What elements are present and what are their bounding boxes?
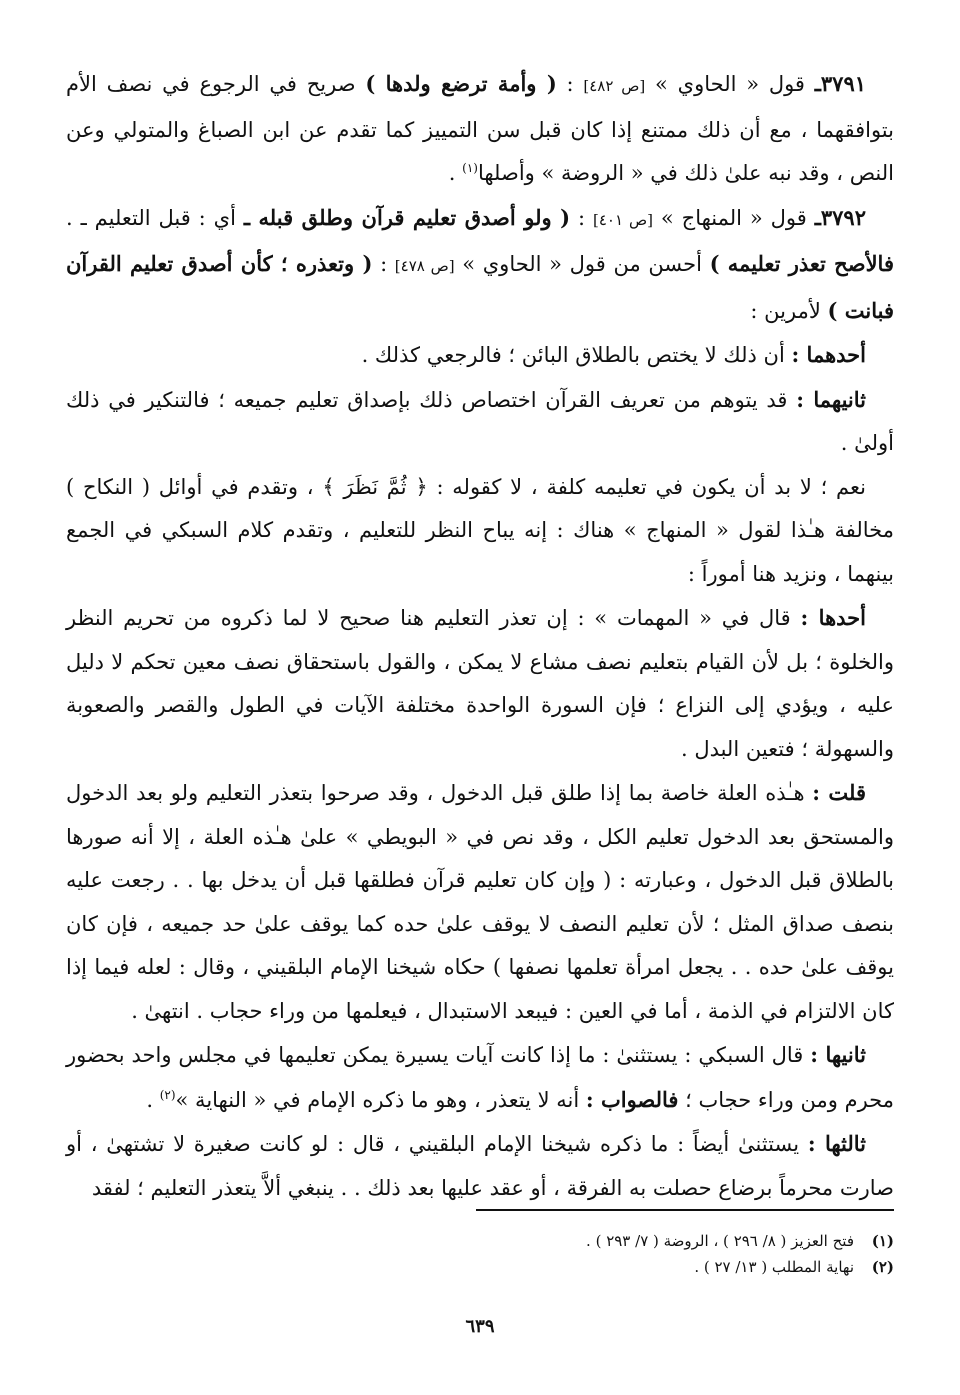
page-body bbox=[66, 62, 894, 1210]
paragraph-lead: فالصواب : bbox=[585, 1086, 679, 1112]
paragraph-lead: أحدهما : bbox=[791, 342, 866, 367]
paragraph-second-matter: ثانيها : قال السبكي : يستثنىٰ : ما إذا كانت آيات يسيرة يمكن تعليمها في مجلس واحد بحضور محرم ومن وراء حجاب ؛ فالصواب : أنه لا يتعذر ، وهو ما ذكره الإمام في « النهاية »$^{(٢)}$ . bbox=[66, 1042, 894, 1112]
quoted-text: ( وأمة ترضع ولدها ) bbox=[365, 71, 557, 96]
paragraph-lead: أحدها : bbox=[800, 605, 866, 630]
footnote-marker: (١) bbox=[462, 161, 478, 175]
paragraph-lead: ثانيها : bbox=[810, 1042, 866, 1067]
paragraph-second-reason: ثانيهما : قد يتوهم من تعريف القرآن اختصاص ذلك بإصداق تعليم جميعه ؛ فالتنكير في ذلك أولىٰ . bbox=[66, 386, 894, 455]
paragraph-lead: قلت : bbox=[812, 780, 867, 805]
footnote-number: (٢) bbox=[871, 1258, 894, 1276]
paragraph-third-matter: ثالثها : يستثنىٰ أيضاً : ما ذكره شيخنا الإمام البلقيني ، قال : لو كانت صغيرة لا تشتهىٰ ، أو صارت محرماً برضاع حصلت به الفرقة ، أو عقد عليها بعد ذلك . . ينبغي ألاَّ يتعذر التعليم ؛ لفقد bbox=[66, 1131, 894, 1200]
footnotes bbox=[66, 1228, 894, 1280]
footnote-item bbox=[66, 1228, 894, 1254]
paragraph-first-reason: أحدهما : أن ذلك لا يختص بالطلاق البائن ؛ فالرجعي كذلك . bbox=[361, 342, 866, 367]
paragraph-3792: ٣٧٩٢ـ قول « المنهاج » [ص ٤٠١] : ( ولو أصدق تعليم قرآن وطلق قبله ـ أي : قبل التعليم ـ . فالأصح تعذر تعليمه ) أحسن من قول « الحاوي » [ص ٤٧٨] : ( وتعذره ؛ كأن أصدق تعليم القرآن فبانت ) لأمرين : bbox=[66, 204, 894, 323]
entry-number: ٣٧٩٢ـ bbox=[814, 204, 866, 230]
page-reference: [ص ٤٠١] bbox=[593, 210, 654, 229]
paragraph-lead: ثانيهما : bbox=[796, 386, 866, 412]
entry-number: ٣٧٩١ـ bbox=[814, 71, 867, 96]
quoted-text: ( وتعذره ؛ كأن أصدق تعليم القرآن فبانت ) bbox=[66, 251, 894, 323]
paragraph-3791: ٣٧٩١ـ قول « الحاوي » [ص ٤٨٢] : ( وأمة ترضع ولدها ) صريح في الرجوع في نصف الأم بتوافقهما ، مع أن ذلك ممتنع إذا كان قبل سن التمييز كما تقدم عن ابن الصباغ والمتولي وعن النص ، وقد نبه علىٰ ذلك في « الروضة » وأصلها$^{(١)}$ . bbox=[66, 71, 894, 185]
paragraph-naam: نعم ؛ لا بد أن يكون في تعليمه كلفة ، لا كقوله : ﴿ ثُمَّ نَظَرَ ﴾ ، وتقدم في أوائل ( النكاح ) مخالفة هـٰذا لقول « المنهاج » هناك : إنه يباح النظر للتعليم ، وتقدم كلام السبكي في الجمع بينهما ، ونزيد هنا أموراً : bbox=[66, 474, 894, 586]
paragraph-qult: قلت : هـٰذه العلة خاصة بما إذا طلق قبل الدخول ، وقد صرحوا بتعذر التعليم ولو بعد الدخول والمستحق بعد الدخول تعليم الكل ، وقد نص في « البويطي » علىٰ هـٰذه العلة ، إلا أنه صورها بالطلاق قبل الدخول ، وعبارته : ( وإن كان تعليم قرآن فطلقها قبل أن يدخل بها . . رجعت عليه بنصف صداق المثل ؛ لأن تعليم النصف لا يوقف علىٰ حده كما يوقف علىٰ حد جميعه ، فإن كان يوقف علىٰ حده . . يجعل امرأة تعلمها نصفها ) حكاه شيخنا الإمام البلقيني ، وقال : لعله فيما إذا كان الالتزام في الذمة ، أما في العين : فيبعد الاستبدال ، فيعلمها من وراء حجاب . انتهىٰ . bbox=[66, 780, 894, 1023]
page-reference: [ص ٤٧٨] bbox=[394, 257, 455, 275]
footnote-item bbox=[66, 1254, 894, 1280]
footnote-text: فتح العزيز ( ٨/ ٢٩٦ ) ، الروضة ( ٧/ ٢٩٣ ) . bbox=[586, 1232, 854, 1250]
footnote-number: (١) bbox=[871, 1232, 894, 1250]
footnote-marker: (٢) bbox=[159, 1087, 176, 1102]
footnote-text: نهاية المطلب ( ١٣/ ٢٧ ) . bbox=[694, 1258, 854, 1276]
page-number: ٦٣٩ bbox=[465, 1316, 495, 1337]
paragraph-first-matter: أحدها : قال في « المهمات » : إن تعذر التعليم هنا صحيح لا لما ذكروه من تحريم النظر والخلوة ؛ بل لأن القيام بتعليم نصف مشاع لا يمكن ، والقول باستحقاق نصف معين تحكم لا دليل عليه ، ويؤدي إلى النزاع ؛ فإن السورة الواحدة مختلفة الآيات في الطول والقصر والصعوبة والسهولة ؛ فتعين البدل . bbox=[66, 605, 894, 761]
footnote-divider bbox=[476, 1209, 894, 1211]
quoted-text: فالأصح تعذر تعليمه ) bbox=[709, 251, 894, 276]
page-reference: [ص ٤٨٢] bbox=[583, 77, 646, 95]
paragraph-lead: ثالثها : bbox=[807, 1131, 867, 1156]
quoted-text: ( ولو أصدق تعليم قرآن وطلق قبله ـ bbox=[243, 204, 571, 230]
